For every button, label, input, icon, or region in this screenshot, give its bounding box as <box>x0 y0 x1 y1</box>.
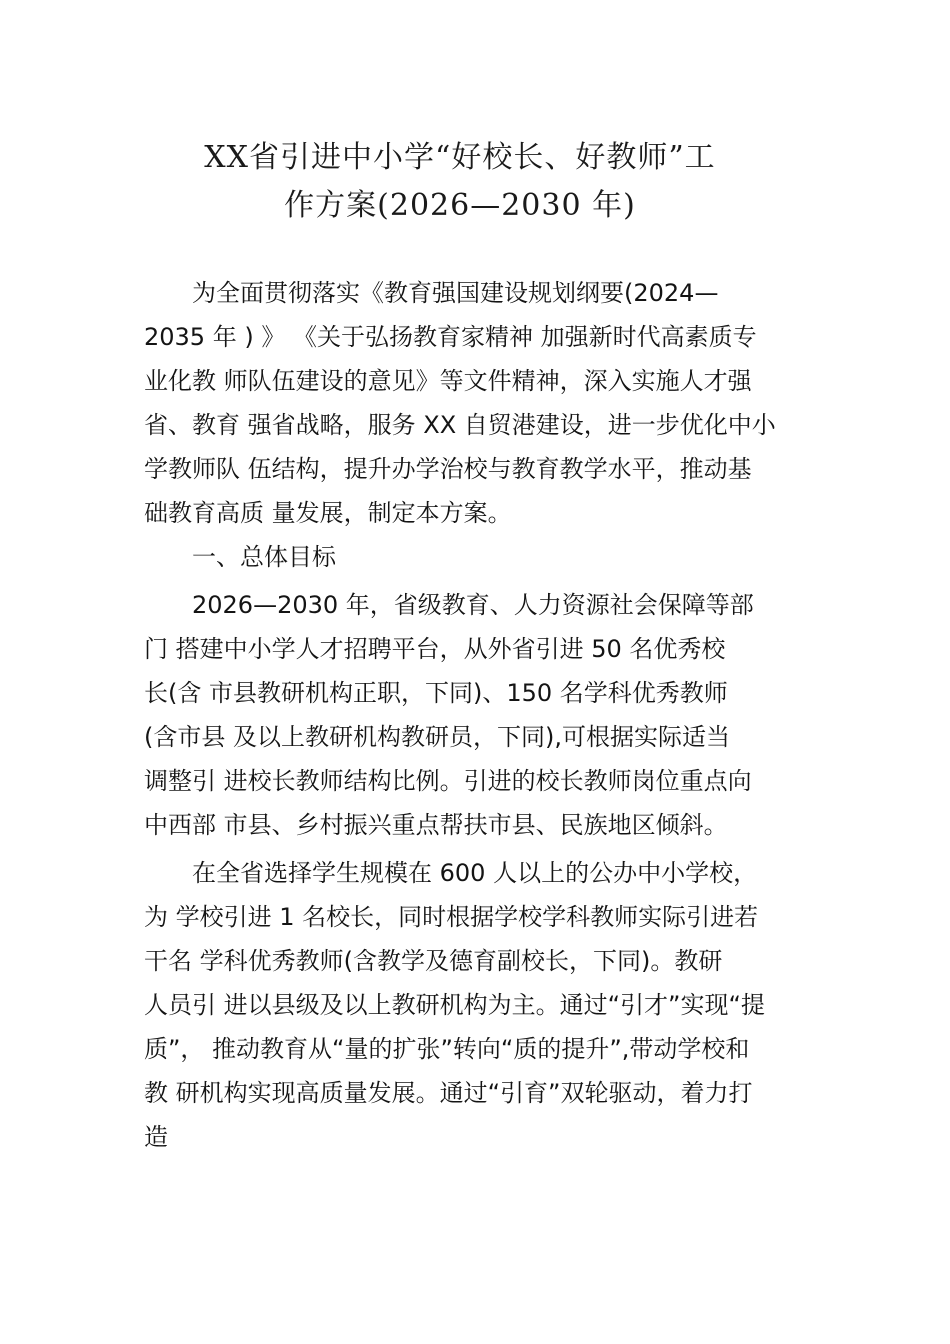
intro-paragraph-line: 2035 年 ) 》 《关于弘扬教育家精神 加强新时代高素质专 <box>144 323 757 351</box>
selection-paragraph-line: 干名 学科优秀教师(含教学及德育副校长，下同)。教研 <box>144 947 723 975</box>
goal-paragraph-line: 2026—2030 年，省级教育、人力资源社会保障等部 <box>192 591 754 619</box>
intro-paragraph-line: 业化教 师队伍建设的意见》等文件精神，深入实施人才强 <box>144 367 752 395</box>
goal-paragraph-line: 调整引 进校长教师结构比例。引进的校长教师岗位重点向 <box>144 767 752 795</box>
intro-paragraph-line: 学教师队 伍结构，提升办学治校与教育教学水平，推动基 <box>144 455 752 483</box>
goal-paragraph-line: 中西部 市县、乡村振兴重点帮扶市县、民族地区倾斜。 <box>144 811 728 839</box>
intro-paragraph-line: 为全面贯彻落实《教育强国建设规划纲要(2024— <box>192 279 719 307</box>
goal-paragraph-line: 长(含 市县教研机构正职，下同)、150 名学科优秀教师 <box>144 679 728 707</box>
selection-paragraph-line: 为 学校引进 1 名校长，同时根据学校学科教师实际引进若 <box>144 903 759 931</box>
goal-paragraph-line: 门 搭建中小学人才招聘平台，从外省引进 50 名优秀校 <box>144 635 726 663</box>
intro-paragraph-line: 础教育高质 量发展，制定本方案。 <box>144 499 512 527</box>
selection-paragraph-line: 在全省选择学生规模在 600 人以上的公办中小学校， <box>192 859 758 887</box>
selection-paragraph-line: 造 <box>144 1123 168 1151</box>
intro-paragraph-line: 省、教育 强省战略，服务 XX 自贸港建设，进一步优化中小 <box>144 411 776 439</box>
selection-paragraph-line: 人员引 进以县级及以上教研机构为主。通过“引才”实现“提 <box>144 991 765 1019</box>
section-heading: 一、总体目标 <box>192 543 336 571</box>
selection-paragraph-line: 质”， 推动教育从“量的扩张”转向“质的提升”,带动学校和 <box>144 1035 750 1063</box>
selection-paragraph-line: 教 研机构实现高质量发展。通过“引育”双轮驱动，着力打 <box>144 1079 753 1107</box>
document-title-line-1: XX省引进中小学“好校长、好教师”工 <box>204 140 716 175</box>
goal-paragraph-line: (含市县 及以上教研机构教研员，下同),可根据实际适当 <box>144 723 730 751</box>
document-title-line-2: 作方案(2026—2030 年) <box>284 188 636 223</box>
